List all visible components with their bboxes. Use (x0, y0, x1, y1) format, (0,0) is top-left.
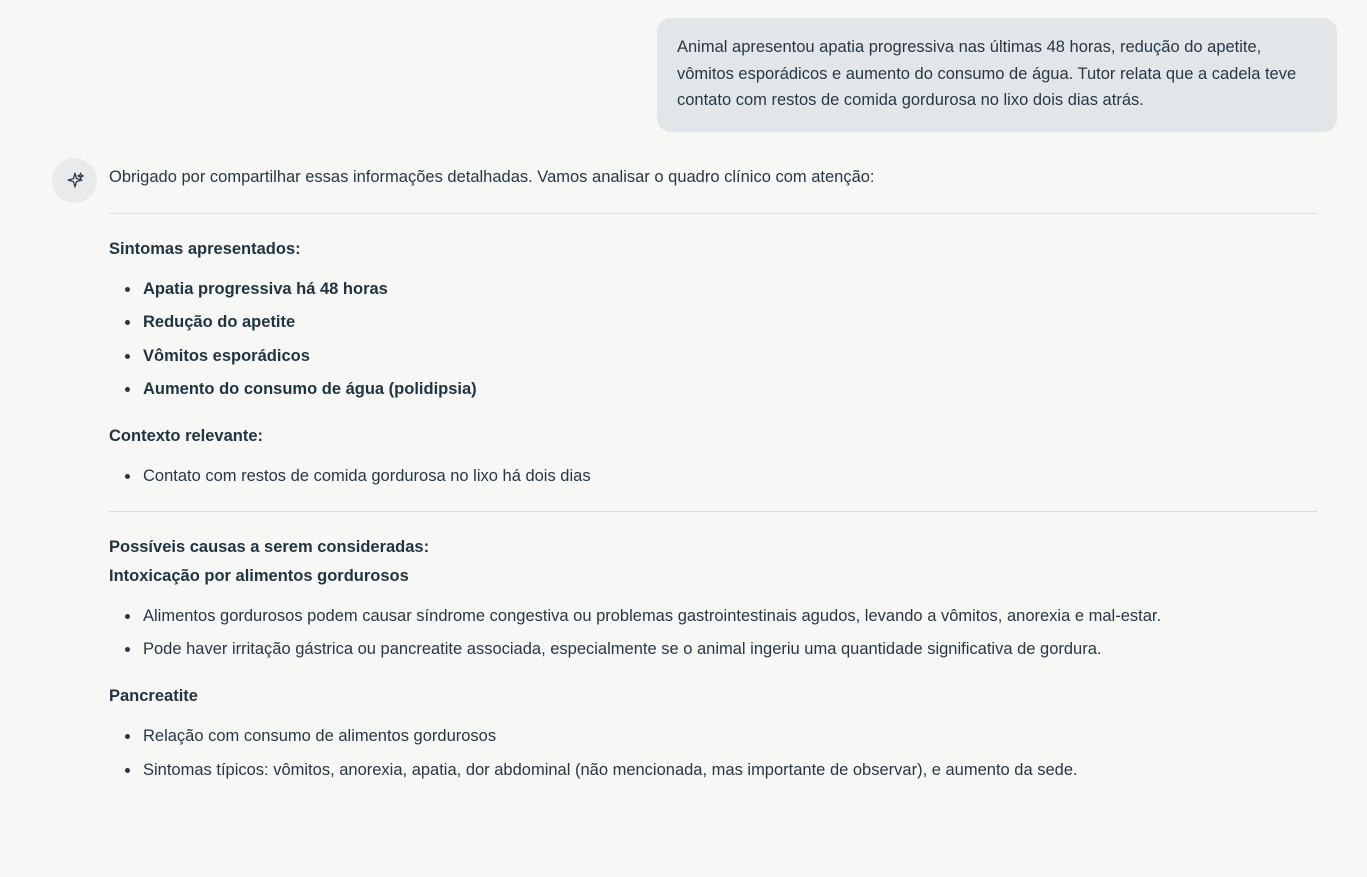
list-item: • Apatia progressiva há 48 horas (141, 276, 1317, 302)
list-intoxicacao (109, 603, 1317, 663)
section-heading-contexto: Contexto relevante: (109, 426, 264, 445)
divider-bottom (109, 511, 1317, 512)
section-heading-possiveis-causas: Possíveis causas a serem consideradas: (109, 538, 430, 557)
list-item: • Sintomas típicos: vômitos, anorexia, apatia, dor abdominal (não mencionada, mas importante de observar), e aumento da sede. (141, 757, 1317, 783)
list-item: • Redução do apetite (141, 309, 1317, 335)
list-item: • Pode haver irritação gástrica ou pancreatite associada, especialmente se o animal ingeriu uma quantidade significativa de gordura. (141, 636, 1317, 662)
list-item: • Alimentos gordurosos podem causar síndrome congestiva ou problemas gastrointestinais agudos, levando a vômitos, anorexia e mal-estar. (141, 603, 1317, 629)
divider-top (109, 213, 1317, 214)
list-item: • Vômitos esporádicos (141, 343, 1317, 369)
list-contexto (109, 463, 1317, 489)
section-heading-sintomas: Sintomas apresentados: (109, 239, 301, 258)
sparkle-icon (63, 169, 87, 193)
assistant-message-body (109, 156, 1317, 803)
list-pancreatite (109, 723, 1317, 783)
list-item: • Aumento do consumo de água (polidipsia) (141, 376, 1317, 402)
list-item: • Contato com restos de comida gordurosa no lixo há dois dias (141, 463, 1317, 489)
section-subheading-intoxicacao: Intoxicação por alimentos gordurosos (109, 566, 409, 585)
list-item: • Relação com consumo de alimentos gordurosos (141, 723, 1317, 749)
assistant-intro-text: Obrigado por compartilhar essas informações detalhadas. Vamos analisar o quadro clínico com atenção: (109, 168, 875, 187)
assistant-message-row (0, 132, 1367, 803)
assistant-avatar (52, 158, 97, 203)
user-message-row (0, 0, 1367, 132)
user-message-bubble: Animal apresentou apatia progressiva nas últimas 48 horas, redução do apetite, vômitos esporádicos e aumento do consumo de água. Tutor relata que a cadela teve contato com restos de comida gordurosa no lixo dois dias atrás. (657, 18, 1337, 132)
section-heading-pancreatite: Pancreatite (109, 686, 198, 705)
list-sintomas (109, 276, 1317, 403)
